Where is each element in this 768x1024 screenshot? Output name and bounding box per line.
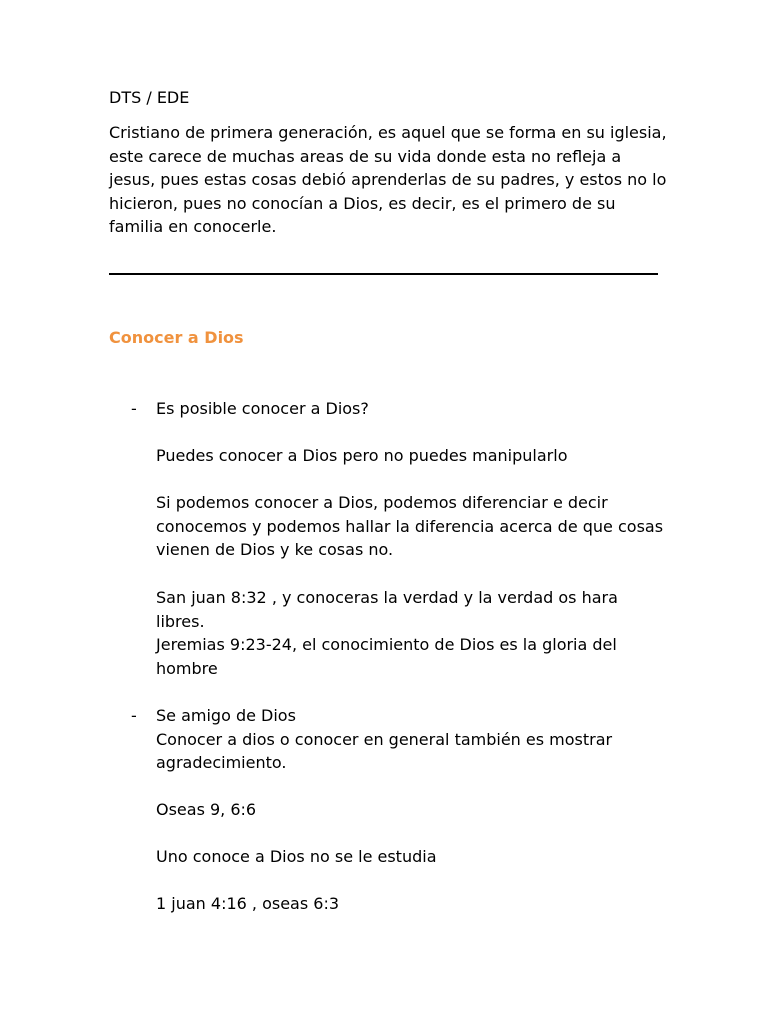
verse-reference: 1 juan 4:16 , oseas 6:3 bbox=[156, 894, 340, 913]
paragraph-text: Puedes conocer a Dios pero no puedes manipularlo bbox=[156, 446, 568, 465]
bullet-dash-icon: - bbox=[131, 399, 137, 418]
horizontal-divider bbox=[109, 273, 658, 275]
paragraph-text: Conocer a dios o conocer en general también es mostrar agradecimiento. bbox=[156, 729, 613, 773]
verse-reference: San juan 8:32 , y conoceras la verdad y la verdad os hara libres. bbox=[156, 588, 618, 631]
document-header: DTS / EDE bbox=[109, 88, 190, 107]
list-item bbox=[156, 397, 676, 421]
bullet-dash-icon: - bbox=[131, 706, 137, 725]
list-item-paragraph bbox=[156, 444, 676, 468]
verse-reference: Jeremias 9:23-24, el conocimiento de Dios es la gloria del hombre bbox=[156, 635, 617, 678]
list-item-paragraph bbox=[156, 491, 666, 562]
intro-paragraph: Cristiano de primera generación, es aquel que se forma en su iglesia, este carece de muchas areas de su vida donde esta no refleja a jesus, pues estas cosas debió aprenderlas de su padres, y estos no lo hicieron, pues no conocían a Dios, es decir, es el primero de su familia en conocerle. bbox=[109, 123, 667, 237]
paragraph-text: Uno conoce a Dios no se le estudia bbox=[156, 847, 437, 866]
list-item bbox=[156, 704, 626, 775]
paragraph-text: Si podemos conocer a Dios, podemos diferenciar e decir conocemos y podemos hallar la diferencia acerca de que cosas vienen de Dios y ke cosas no. bbox=[156, 493, 664, 560]
list-item-title: Se amigo de Dios bbox=[156, 706, 296, 725]
verse-reference: Oseas 9, 6:6 bbox=[156, 800, 257, 819]
section-heading: Conocer a Dios bbox=[109, 328, 244, 347]
list-item-paragraph bbox=[156, 798, 676, 822]
list-item-title: Es posible conocer a Dios? bbox=[156, 399, 369, 418]
list-item-paragraph bbox=[156, 892, 676, 916]
list-item-paragraph bbox=[156, 845, 676, 869]
list-item-paragraph bbox=[156, 586, 631, 680]
